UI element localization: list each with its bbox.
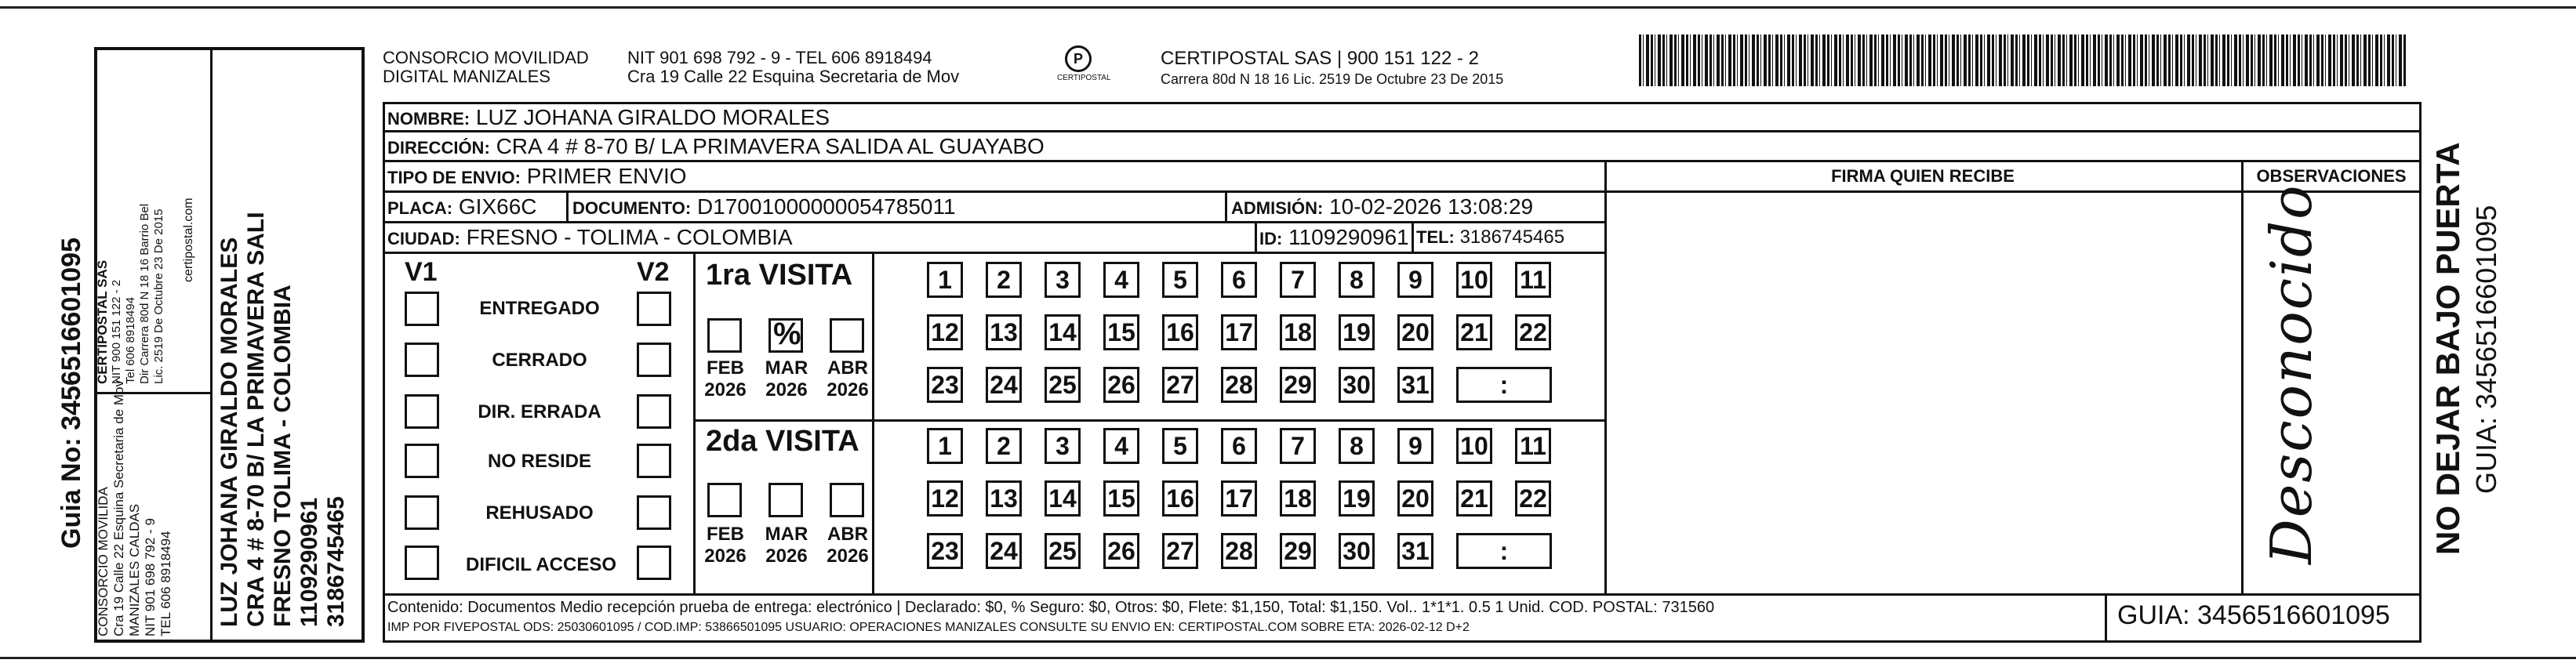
visit-2-day-3[interactable]: 3 [1045,428,1081,464]
header-consorcio [383,49,589,86]
visit-1-day-22[interactable]: 22 [1515,314,1551,350]
visit-2-day-15[interactable]: 15 [1103,480,1139,517]
visit-2-day-23[interactable]: 23 [927,533,963,569]
id-row [1259,225,1409,250]
status-dificil: DIFICIL ACCESO [465,554,616,575]
visit-1-day-29[interactable]: 29 [1280,367,1316,403]
stub-company-line-2: MANIZALES CALDAS [127,503,142,636]
stub-certipostal-web: certipostal.com [182,198,195,282]
v1-checkbox-no-reside[interactable] [405,444,439,478]
right-guia: GUIA: 3456516601095 [2470,205,2502,494]
admision-row [1231,194,1533,219]
visit-1-day-28[interactable]: 28 [1221,367,1257,403]
visit-1-day-13[interactable]: 13 [986,314,1022,350]
v1-label: V1 [405,257,438,287]
visit-2-day-10[interactable]: 10 [1456,428,1492,464]
footer-imp: IMP POR FIVEPOSTAL ODS: 25030601095 / COD.IMP: 53866501095 USUARIO: OPERACIONES MANIZALES CONSULTE SU ENVIO EN: CERTIPOSTAL.COM SOBRE ETA: 2026-02-12 D+2 [387,621,1470,634]
visit-2-month-feb[interactable] [707,483,742,517]
stub-company-line-4: TEL 606 8918494 [158,531,173,636]
status-entregado: ENTREGADO [479,298,600,319]
footer-guia: GUIA: 3456516601095 [2117,600,2390,630]
ciudad-value: FRESNO - TOLIMA - COLOMBIA [466,225,793,249]
visit-1-day-18[interactable]: 18 [1280,314,1316,350]
header-consorcio-line-2: DIGITAL MANIZALES [383,67,550,86]
stub-certipostal-title: CERTIPOSTAL SAS [95,259,110,384]
visit-1-day-20[interactable]: 20 [1397,314,1433,350]
v1-checkbox-dificil[interactable] [405,546,439,580]
vline-admision [1225,190,1227,221]
visit-1-time-box[interactable]: : [1456,367,1552,403]
stub-recipient-address: CRA 4 # 8-70 B/ LA PRIMAVERA SALI [243,212,269,627]
id-value: 1109290961 [1288,225,1409,249]
visit-1-abr-y: 2026 [827,379,869,401]
stub-recipient [216,212,350,627]
visit-2-day-2[interactable]: 2 [986,428,1022,464]
visit-1-day-10[interactable]: 10 [1456,262,1492,298]
visit-1-day-16[interactable]: 16 [1162,314,1198,350]
vline-documento [566,190,569,221]
visit-2-day-9[interactable]: 9 [1397,428,1433,464]
status-cerrado: CERRADO [492,350,587,371]
status-rehusado: REHUSADO [485,502,594,524]
visit-1-mar-y: 2026 [765,379,808,401]
tel-value: 3186745465 [1459,227,1565,248]
admision-value: 10-02-2026 13:08:29 [1329,194,1534,219]
direccion-label: DIRECCIÓN: [387,138,490,158]
v2-checkbox-dir-errada[interactable] [637,394,671,429]
visit-2-day-16[interactable]: 16 [1162,480,1198,517]
ciudad-row [387,225,793,250]
admision-label: ADMISIÓN: [1231,198,1324,218]
v2-checkbox-rehusado[interactable] [637,495,671,530]
visit-1-feb-m: FEB [707,357,744,379]
header-nit-line: NIT 901 698 792 - 9 - TEL 606 8918494 [627,48,932,67]
id-label: ID: [1259,229,1283,248]
direccion-row [387,134,1045,159]
vline-obs [2241,160,2244,596]
v2-checkbox-no-reside[interactable] [637,444,671,478]
stub-recipient-name: LUZ JOHANA GIRALDO MORALES [216,237,242,627]
firma-label: FIRMA QUIEN RECIBE [1831,166,2015,186]
stub-certipostal [96,204,166,384]
visit-1-day-4[interactable]: 4 [1103,262,1139,298]
visit-2-day-27[interactable]: 27 [1162,533,1198,569]
v1-checkbox-entregado[interactable] [405,292,439,326]
footer-divider [2105,596,2107,643]
visit-1-day-3[interactable]: 3 [1045,262,1081,298]
visit-2-day-13[interactable]: 13 [986,480,1022,517]
visit-2-day-6[interactable]: 6 [1221,428,1257,464]
visit-2-day-21[interactable]: 21 [1456,480,1492,517]
stub-divider [210,47,213,643]
visit-2-day-31[interactable]: 31 [1397,533,1433,569]
visit-1-feb-y: 2026 [704,379,747,401]
visit-1-title: 1ra VISITA [706,259,853,292]
row-line-5 [383,252,1606,254]
visit-2-day-5[interactable]: 5 [1162,428,1198,464]
visit-1-day-7[interactable]: 7 [1280,262,1316,298]
visit-1-mar-mark: % [773,317,801,351]
bottom-edge [0,657,2576,659]
stub-guia-no: Guia No: 3456516601095 [56,237,86,549]
stub-company-name: CONSORCIO MOVILIDA [96,487,111,636]
logo-caption: CERTIPOSTAL [1057,74,1111,82]
visit-2-day-24[interactable]: 24 [986,533,1022,569]
visit-1-day-17[interactable]: 17 [1221,314,1257,350]
visit-2-day-22[interactable]: 22 [1515,480,1551,517]
visit-2-mar-label [759,524,814,567]
stub-company [96,380,174,636]
visit-2-feb-label [698,524,753,567]
visit-2-time-box[interactable]: : [1456,533,1552,569]
visit-2-day-25[interactable]: 25 [1045,533,1081,569]
v2-label: V2 [637,257,670,287]
documento-row [572,194,956,219]
hline-visit-split [693,419,1604,422]
header-address-line: Cra 19 Calle 22 Esquina Secretaria de Mov [627,67,960,86]
row-line-4 [383,221,1606,223]
footer-contenido: Contenido: Documentos Medio recepción prueba de entrega: electrónico | Declarado: $0, % Seguro: $0, Otros: $0, Flete: $1,150, Total: $1,150. Vol.. 1*1*1. 0.5 1 Unid. COD. POSTAL: 731560 [387,599,1715,616]
visit-2-day-14[interactable]: 14 [1045,480,1081,517]
visit-2-month-mar[interactable] [768,483,803,517]
visit-1-abr-label [820,357,875,401]
visit-2-abr-label [820,524,875,567]
visit-2-feb-m: FEB [707,524,744,545]
visit-1-day-1[interactable]: 1 [927,262,963,298]
stub-recipient-phone: 3186745465 [323,496,349,627]
placa-value: GIX66C [458,194,537,219]
tipo-value: PRIMER ENVIO [526,164,687,188]
vline-tel [1412,221,1414,252]
visit-1-abr-m: ABR [827,357,868,379]
v1-checkbox-rehusado[interactable] [405,495,439,530]
nombre-row [387,105,830,130]
nombre-label: NOMBRE: [387,109,471,129]
visit-1-day-8[interactable]: 8 [1339,262,1375,298]
v2-checkbox-entregado[interactable] [637,292,671,326]
stub-recipient-city: FRESNO TOLIMA - COLOMBIA [270,285,296,627]
nombre-value: LUZ JOHANA GIRALDO MORALES [475,105,830,129]
header-certipostal [1161,49,1503,89]
visit-2-mar-m: MAR [765,524,808,545]
header-certipostal-addr: Carrera 80d N 18 16 Lic. 2519 De Octubre 23 De 2015 [1161,71,1504,87]
visit-1-day-6[interactable]: 6 [1221,262,1257,298]
visit-1-feb-label [698,357,753,401]
stub-certipostal-line-2: Tel 606 8918494 [124,297,137,384]
top-edge [0,6,2576,9]
visit-2-day-4[interactable]: 4 [1103,428,1139,464]
visit-2-day-8[interactable]: 8 [1339,428,1375,464]
visit-2-feb-y: 2026 [704,546,747,567]
visit-2-abr-y: 2026 [827,546,869,567]
visit-1-day-9[interactable]: 9 [1397,262,1433,298]
visit-2-day-12[interactable]: 12 [927,480,963,517]
stub-recipient-id: 1109290961 [296,497,322,627]
documento-label: DOCUMENTO: [572,198,692,218]
tel-row [1416,227,1564,248]
visit-1-day-24[interactable]: 24 [986,367,1022,403]
barcode [1639,34,2407,86]
visit-2-day-26[interactable]: 26 [1103,533,1139,569]
visit-2-day-17[interactable]: 17 [1221,480,1257,517]
row-line-2 [383,160,2422,162]
visit-2-day-19[interactable]: 19 [1339,480,1375,517]
v1-checkbox-dir-errada[interactable] [405,394,439,429]
visit-1-day-30[interactable]: 30 [1339,367,1375,403]
visit-1-day-21[interactable]: 21 [1456,314,1492,350]
visit-1-day-31[interactable]: 31 [1397,367,1433,403]
row-line-3 [383,190,2422,193]
v2-checkbox-cerrado[interactable] [637,343,671,377]
stub-certipostal-line-1: NIT 900 151 122 - 2 [110,279,123,384]
stub-company-line-3: NIT 901 698 792 - 9 [143,518,158,636]
v1-checkbox-cerrado[interactable] [405,343,439,377]
header-consorcio-line-1: CONSORCIO MOVILIDAD [383,48,589,67]
visit-1-day-25[interactable]: 25 [1045,367,1081,403]
visit-1-mar-label [759,357,814,401]
visit-2-day-11[interactable]: 11 [1515,428,1551,464]
visit-1-month-abr[interactable] [830,318,864,353]
documento-value: D17001000000054785011 [696,194,956,219]
vline-id [1255,221,1257,252]
visit-1-day-15[interactable]: 15 [1103,314,1139,350]
obs-label: OBSERVACIONES [2256,166,2407,186]
no-dejar-bajo-puerta: NO DEJAR BAJO PUERTA [2429,142,2466,555]
visit-1-day-11[interactable]: 11 [1515,262,1551,298]
tipo-label: TIPO DE ENVIO: [387,168,521,187]
visit-1-day-27[interactable]: 27 [1162,367,1198,403]
placa-label: PLACA: [387,198,453,218]
visit-1-day-26[interactable]: 26 [1103,367,1139,403]
visit-2-day-20[interactable]: 20 [1397,480,1433,517]
visit-2-abr-m: ABR [827,524,868,545]
visit-2-mar-y: 2026 [765,546,808,567]
visit-1-day-23[interactable]: 23 [927,367,963,403]
header-certipostal-line: CERTIPOSTAL SAS | 900 151 122 - 2 [1161,48,1479,69]
header-nit [627,49,959,86]
status-dir-errada: DIR. ERRADA [478,401,601,422]
visit-1-day-14[interactable]: 14 [1045,314,1081,350]
row-line-1 [383,130,2422,132]
visit-2-day-29[interactable]: 29 [1280,533,1316,569]
visit-2-day-1[interactable]: 1 [927,428,963,464]
stub-certipostal-line-3: Dir Carrera 80d N 18 16 Barrio Bel [138,203,151,384]
visit-2-title: 2da VISITA [706,425,859,458]
tel-label: TEL: [1416,227,1455,247]
visit-2-day-28[interactable]: 28 [1221,533,1257,569]
visit-2-day-7[interactable]: 7 [1280,428,1316,464]
visit-1-mar-m: MAR [765,357,808,379]
vline-firma [1604,160,1607,596]
direccion-value: CRA 4 # 8-70 B/ LA PRIMAVERA SALIDA AL GUAYABO [496,134,1045,158]
visit-2-day-30[interactable]: 30 [1339,533,1375,569]
visit-1-day-19[interactable]: 19 [1339,314,1375,350]
visit-1-day-5[interactable]: 5 [1162,262,1198,298]
vline-status-visits [693,252,696,596]
placa-row [387,194,537,219]
stub-certipostal-line-4: Lic. 2519 De Octubre 23 De 2015 [152,208,165,384]
certipostal-logo-icon: P [1065,45,1092,72]
stub-company-line-1: Cra 19 Calle 22 Esquina Secretaria de Mov [111,380,126,636]
tipo-row [387,164,687,189]
v2-checkbox-dificil[interactable] [637,546,671,580]
visit-1-day-12[interactable]: 12 [927,314,963,350]
obs-handwritten: Desconocido [2258,183,2324,564]
visit-1-month-feb[interactable] [707,318,742,353]
visit-2-month-abr[interactable] [830,483,864,517]
visit-2-day-18[interactable]: 18 [1280,480,1316,517]
status-no-reside: NO RESIDE [487,451,592,472]
visit-1-day-2[interactable]: 2 [986,262,1022,298]
ciudad-label: CIUDAD: [387,229,460,248]
